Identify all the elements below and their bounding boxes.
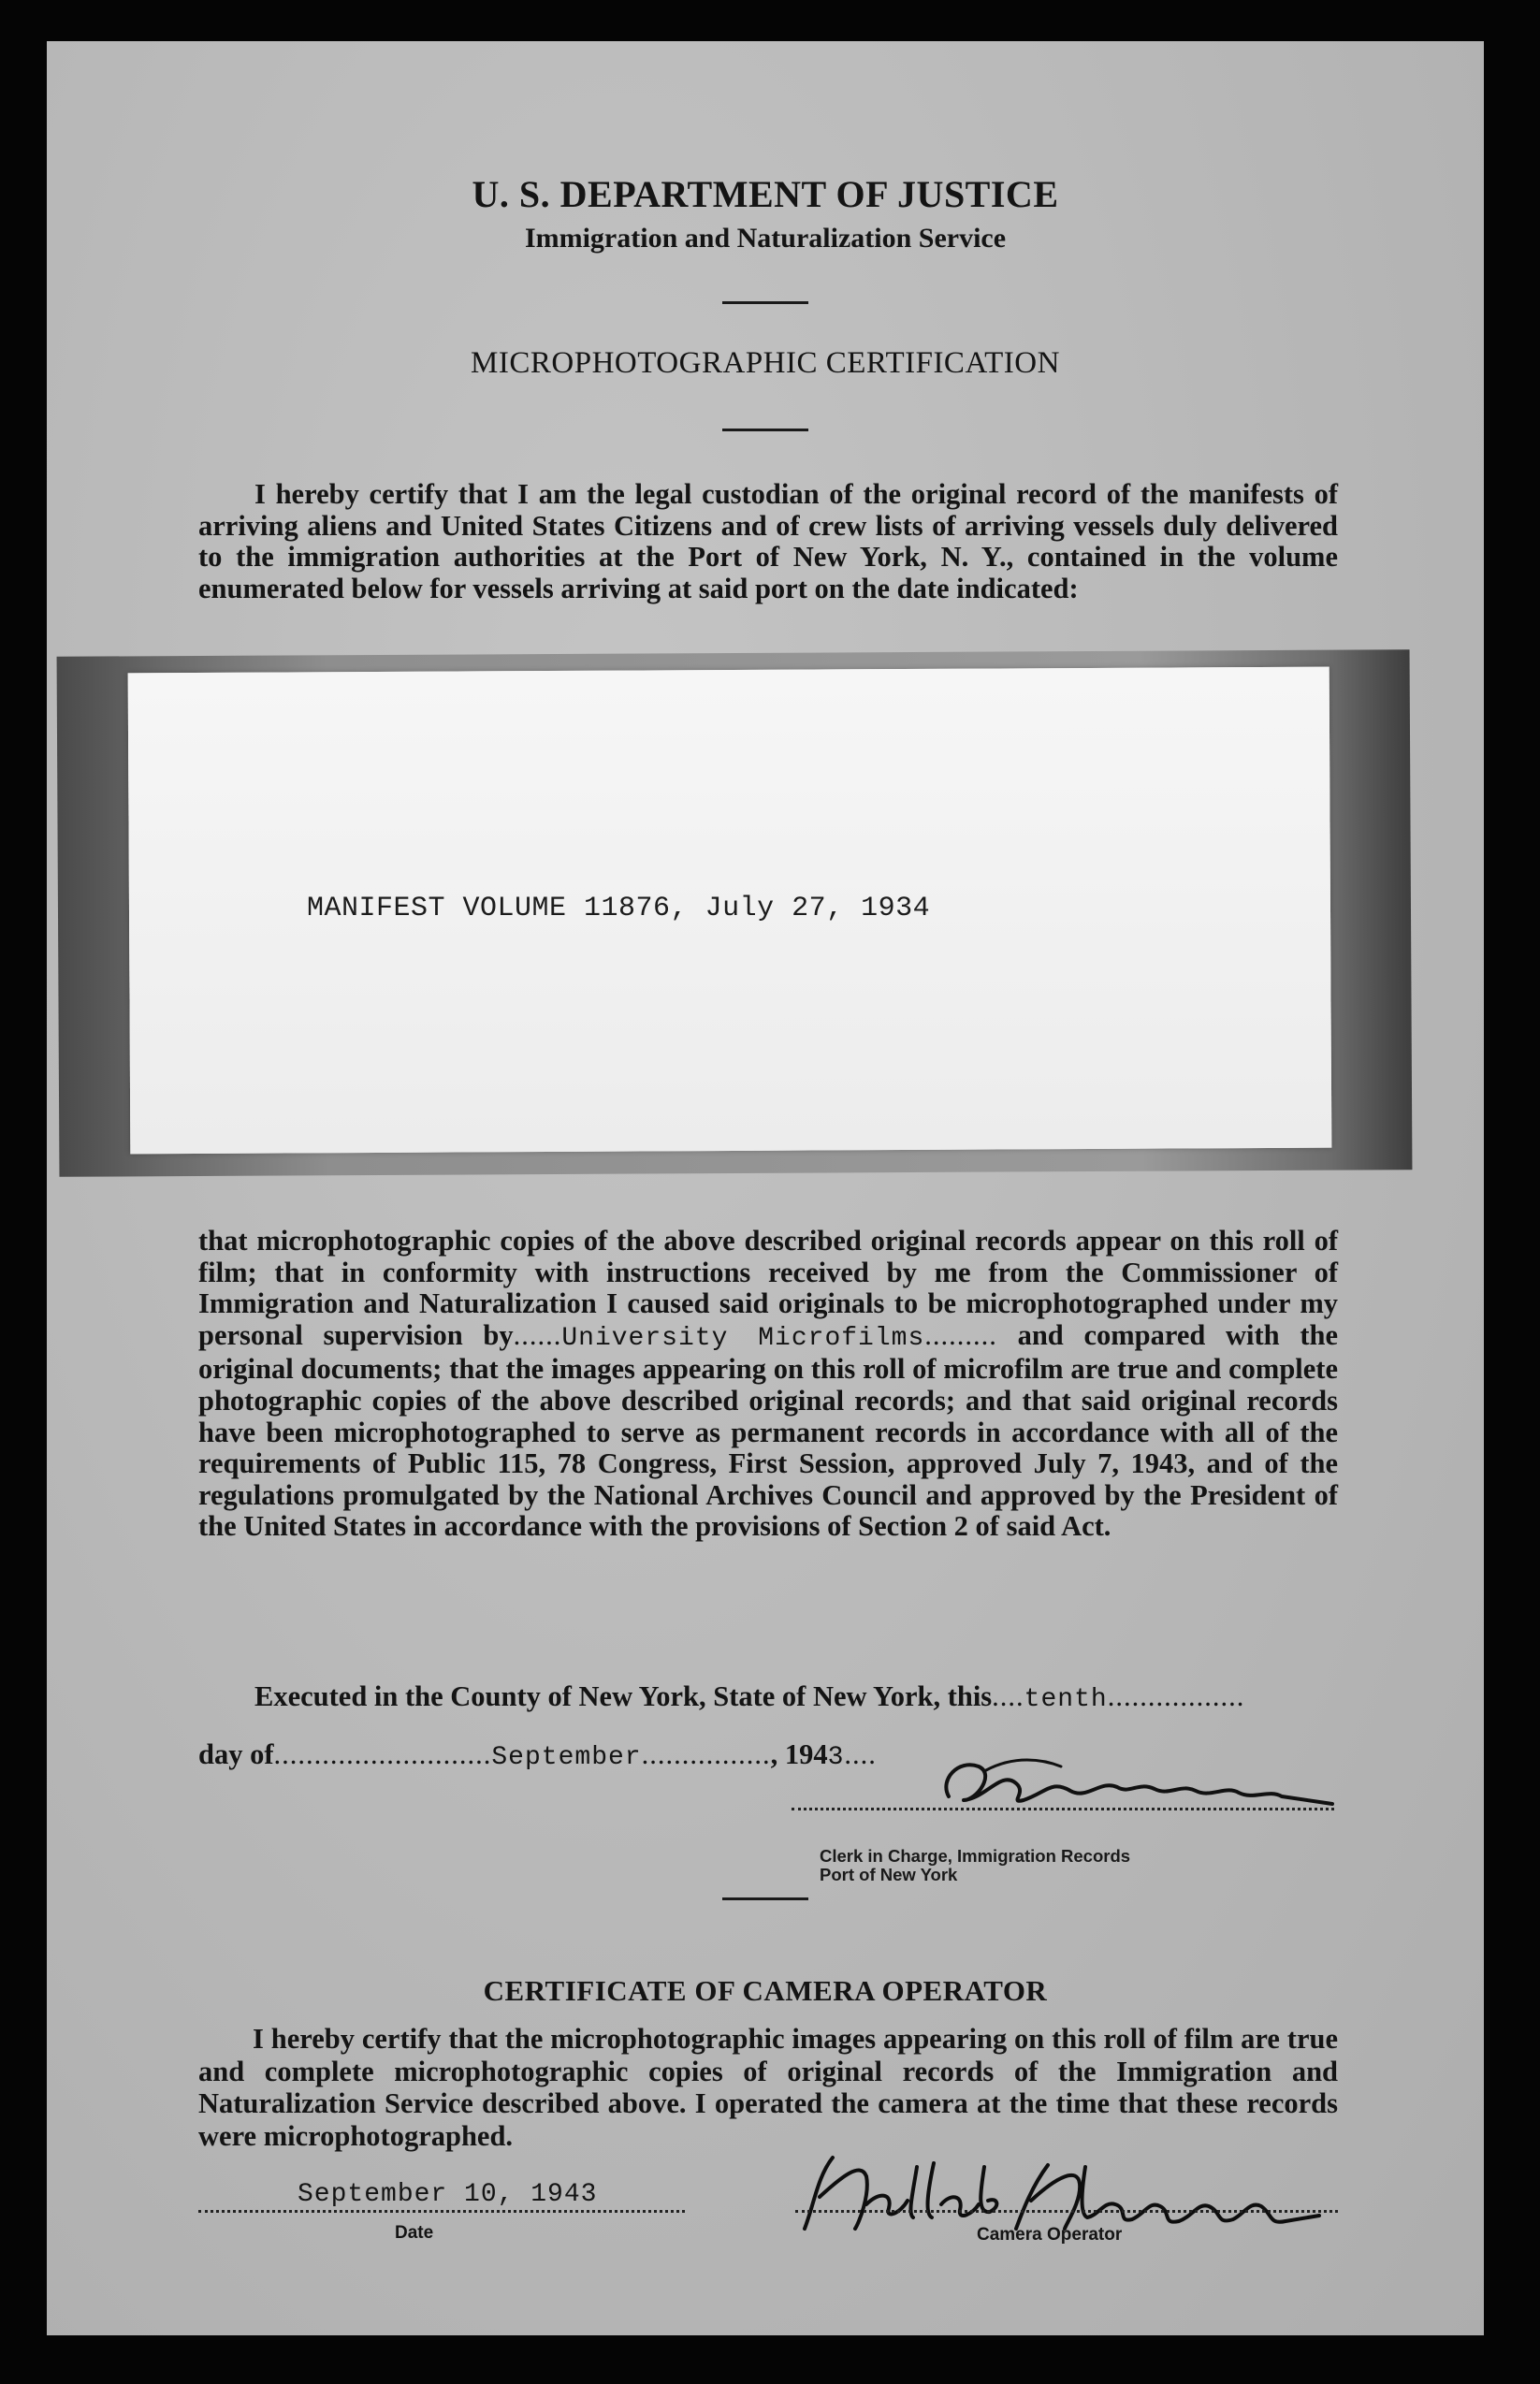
day-of-label: day of <box>198 1738 274 1770</box>
month-value: September <box>491 1743 642 1772</box>
day-value: tenth <box>1024 1685 1108 1714</box>
clerk-signature <box>930 1742 1342 1826</box>
operator-date-line <box>198 2210 685 2213</box>
divider <box>722 1897 808 1900</box>
body-text-part1: that microphotographic copies of the above described original records appear on this roll of film; that in conformity with instructions received by me from the Commissioner of Immigration and Naturalization I caused said originals to be microphotographed under my personal supervision by <box>198 1225 1338 1351</box>
clerk-signature-line <box>792 1808 1334 1810</box>
department-heading: U. S. DEPARTMENT OF JUSTICE <box>472 173 1059 215</box>
camera-operator-title: CERTIFICATE OF CAMERA OPERATOR <box>483 1974 1048 2007</box>
service-subheading: Immigration and Naturalization Service <box>524 223 1007 254</box>
certification-body: that microphotographic copies of the above described original records appear on this roll of film; that in conformity with instructions received by me from the Commissioner of Immigration and Naturalization I caused said originals to be microphotographed under my personal supervision by......University Microfilms......... and compared with the original documents; that the images appearing on this roll of microfilm are true and complete photographic copies of the above described original records; and that said original records have been microphotographed to serve as permanent records in accordance with all of the requirements of Public 115, 78 Congress, First Session, approved July 7, 1943, and of the regulations promulgated by the National Archives Council and approved by the President of the United States in accordance with the provisions of Section 2 of said Act. <box>198 1225 1338 1543</box>
clerk-title-line1: Clerk in Charge, Immigration Records <box>820 1846 1131 1866</box>
executed-text: Executed in the County of New York, State of New York, this <box>254 1680 993 1712</box>
certificate-sheet <box>47 41 1484 2335</box>
year-suffix: 3 <box>827 1743 845 1772</box>
operator-date-label: Date <box>395 2223 434 2243</box>
year-prefix: 194 <box>784 1738 828 1770</box>
operator-date-value: September 10, 1943 <box>298 2180 598 2209</box>
body-text-part2: and compared with the original documents; that the images appearing on this roll of microfilm are true and complete photographic copies of the above described original records; and that said original records have been microphotographed to serve as permanent records in accordance with all of the requirements of Public 115, 78 Congress, First Session, approved July 7, 1943, and of the regulations promulgated by the National Archives Council and approved by the President of the United States in accordance with the provisions of Section 2 of said Act. <box>198 1318 1338 1543</box>
camera-operator-text: I hereby certify that the microphotographic images appearing on this roll of film are true and complete microphotographic copies of original records of the Immigration and Naturalization Service described above. I operated the camera at the time that these records were microphotographed. <box>198 2023 1338 2152</box>
clerk-title-line2: Port of New York <box>820 1865 958 1884</box>
divider <box>722 429 808 431</box>
camera-operator-label: Camera Operator <box>977 2225 1123 2245</box>
filmed-by-value: University Microfilms <box>561 1323 925 1353</box>
certification-intro: I hereby certify that I am the legal custodian of the original record of the manifests of arriving aliens and United States Citizens and of crew lists of arriving vessels duly delivered to the immigration authorities at the Port of New York, N. Y., contained in the volume enumerated below for vessels arriving at said port on the date indicated: <box>198 478 1338 604</box>
manifest-volume-label: MANIFEST VOLUME 11876, July 27, 1934 <box>307 893 931 924</box>
certification-title: MICROPHOTOGRAPHIC CERTIFICATION <box>471 346 1060 380</box>
operator-signature-line <box>795 2210 1338 2213</box>
clerk-title <box>820 1847 1130 1884</box>
divider <box>722 301 808 304</box>
executed-line: Executed in the County of New York, State of New York, this....tenth................. <box>254 1680 1245 1714</box>
date-line: day of...........................September................, 1943.... <box>198 1738 877 1772</box>
